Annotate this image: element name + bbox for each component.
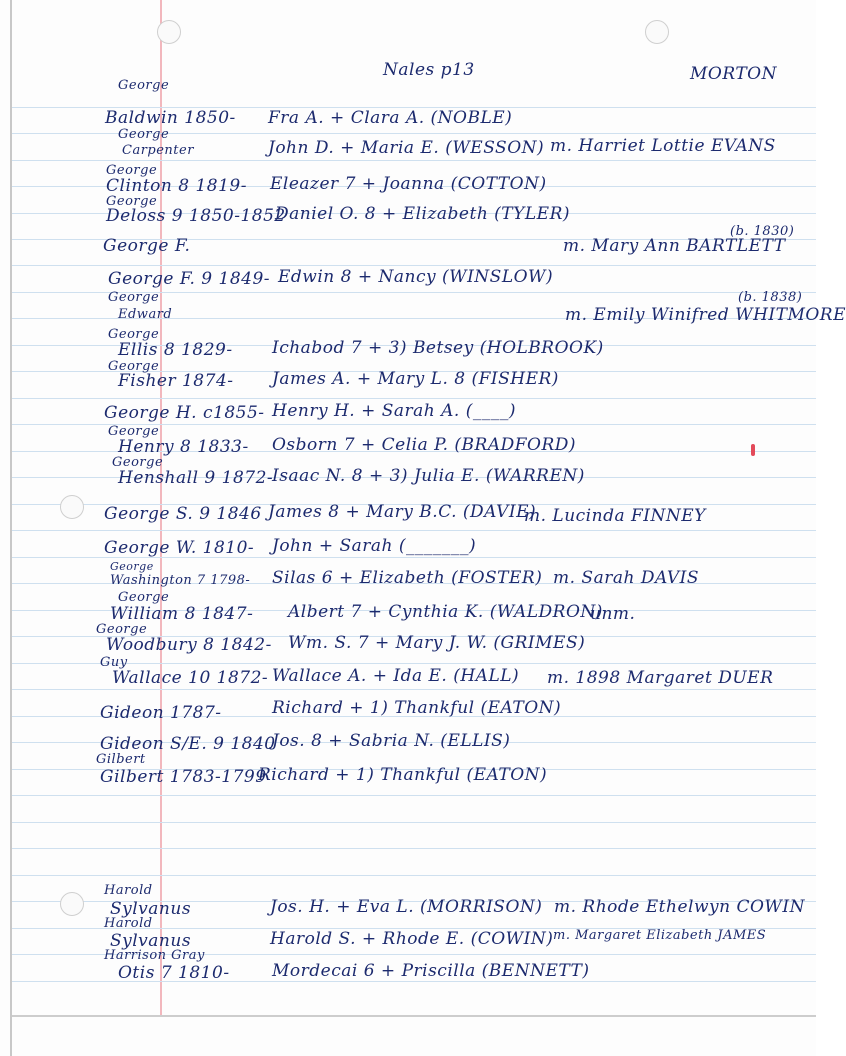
entry-name: Baldwin 1850- <box>105 108 236 128</box>
entry-parents: John D. + Maria E. (WESSON) <box>268 138 545 158</box>
entry-note: (b. 1830) <box>730 224 795 239</box>
entry-name: George S. 9 1846 <box>104 504 262 524</box>
entry-parents: Ichabod 7 + 3) Betsey (HOLBROOK) <box>272 338 604 358</box>
entry-name: Woodbury 8 1842- <box>106 635 272 655</box>
entry-name: George F. <box>103 236 191 256</box>
ink-mark <box>751 444 755 456</box>
entry-name-top: George <box>112 455 164 470</box>
entry-parents: Daniel O. 8 + Elizabeth (TYLER) <box>275 204 570 224</box>
ruled-line <box>12 663 816 664</box>
entry-name-top: Gilbert <box>96 752 146 767</box>
entry-name: Ellis 8 1829- <box>118 340 233 360</box>
entry-name-top: George <box>108 359 160 374</box>
entry-name-top: George <box>110 560 154 573</box>
entry-spouse: m. Harriet Lottie EVANS <box>550 136 776 156</box>
entry-parents: Wallace A. + Ida E. (HALL) <box>272 666 520 686</box>
entry-name: William 8 1847- <box>110 604 254 624</box>
entry-parents: Henry H. + Sarah A. (____) <box>272 401 516 421</box>
entry-name-top: George <box>106 163 158 178</box>
entry-name: Gideon S/E. 9 1840 <box>100 734 276 754</box>
entry-name: Henry 8 1833- <box>118 437 249 457</box>
entry-name: Edward <box>118 307 173 322</box>
entry-parents: Mordecai 6 + Priscilla (BENNETT) <box>272 961 590 981</box>
entry-parents: Edwin 8 + Nancy (WINSLOW) <box>278 267 554 287</box>
entry-parents: Richard + 1) Thankful (EATON) <box>272 698 562 718</box>
entry-spouse: unm. <box>590 604 636 624</box>
entry-parents: Albert 7 + Cynthia K. (WALDRON) <box>288 602 603 622</box>
entry-spouse: m. Lucinda FINNEY <box>524 506 706 526</box>
entry-name-top: Guy <box>100 655 128 670</box>
entry-parents: Jos. 8 + Sabria N. (ELLIS) <box>272 731 511 751</box>
page-left-edge <box>10 0 12 1056</box>
entry-name: Gideon 1787- <box>100 703 222 723</box>
entry-parents: Silas 6 + Elizabeth (FOSTER) <box>272 568 543 588</box>
entry-name-top: George <box>108 424 160 439</box>
entry-note: (b. 1838) <box>738 290 803 305</box>
ruled-line <box>12 848 816 849</box>
entry-parents: James A. + Mary L. 8 (FISHER) <box>272 369 559 389</box>
ruled-line <box>12 530 816 531</box>
ruled-line <box>12 398 816 399</box>
entry-name-top: Harrison Gray <box>104 948 205 963</box>
entry-spouse: m. Margaret Elizabeth JAMES <box>553 928 767 943</box>
binder-hole <box>645 20 669 44</box>
entry-name: Wallace 10 1872- <box>112 668 269 688</box>
page-reference: Nales p13 <box>383 60 475 80</box>
entry-spouse: m. Emily Winifred WHITMORE <box>565 305 846 325</box>
entry-spouse: m. Sarah DAVIS <box>553 568 700 588</box>
entry-name: Carpenter <box>122 143 194 158</box>
entry-name-top: George <box>108 327 160 342</box>
entry-parents: Wm. S. 7 + Mary J. W. (GRIMES) <box>288 633 586 653</box>
entry-name: Clinton 8 1819- <box>106 176 247 196</box>
entry-name-top: George <box>108 290 160 305</box>
entry-name: Henshall 9 1872- <box>118 468 274 488</box>
entry-name: Otis 7 1810- <box>118 963 230 983</box>
entry-spouse: m. 1898 Margaret DUER <box>547 668 774 688</box>
entry-name: Deloss 9 1850-1852 <box>106 206 286 226</box>
entry-parents: Jos. H. + Eva L. (MORRISON) <box>270 897 543 917</box>
entry-name: Sylvanus <box>110 899 192 919</box>
entry-spouse: m. Rhode Ethelwyn COWIN <box>554 897 805 917</box>
entry-name-top: Harold <box>104 883 153 898</box>
entry-name: George F. 9 1849- <box>108 269 271 289</box>
page-surname: MORTON <box>690 64 777 84</box>
binder-hole <box>60 892 84 916</box>
ruled-line <box>12 265 816 266</box>
ruled-line <box>12 822 816 823</box>
page-bottom-edge <box>12 1015 816 1017</box>
entry-parents: Eleazer 7 + Joanna (COTTON) <box>270 174 547 194</box>
entry-name-top: George <box>118 127 170 142</box>
entry-parents: John + Sarah (_______) <box>272 536 477 556</box>
ruled-line <box>12 875 816 876</box>
entry-parents: Fra A. + Clara A. (NOBLE) <box>268 108 513 128</box>
entry-parents: Osborn 7 + Celia P. (BRADFORD) <box>272 435 577 455</box>
entry-name: Gilbert 1783-1799 <box>100 767 267 787</box>
ruled-line <box>12 689 816 690</box>
entry-name-top: George <box>118 78 170 93</box>
entry-spouse: m. Mary Ann BARTLETT <box>563 236 786 256</box>
entry-name-top: Harold <box>104 916 153 931</box>
entry-name-top: George <box>118 590 170 605</box>
entry-name: Sylvanus <box>110 931 192 951</box>
entry-name-top: George <box>106 194 158 209</box>
entry-name: George W. 1810- <box>104 538 255 558</box>
binder-hole <box>157 20 181 44</box>
binder-hole <box>60 495 84 519</box>
entry-parents: Richard + 1) Thankful (EATON) <box>258 765 548 785</box>
entry-parents: Harold S. + Rhode E. (COWIN) <box>270 929 554 949</box>
entry-name: Fisher 1874- <box>118 371 234 391</box>
entry-parents: James 8 + Mary B.C. (DAVIE) <box>268 502 537 522</box>
entry-name: George H. c1855- <box>104 403 265 423</box>
ruled-line <box>12 795 816 796</box>
entry-name-top: George <box>96 622 148 637</box>
entry-parents: Isaac N. 8 + 3) Julia E. (WARREN) <box>272 466 585 486</box>
ruled-line <box>12 160 816 161</box>
entry-name: Washington 7 1798- <box>110 573 251 588</box>
